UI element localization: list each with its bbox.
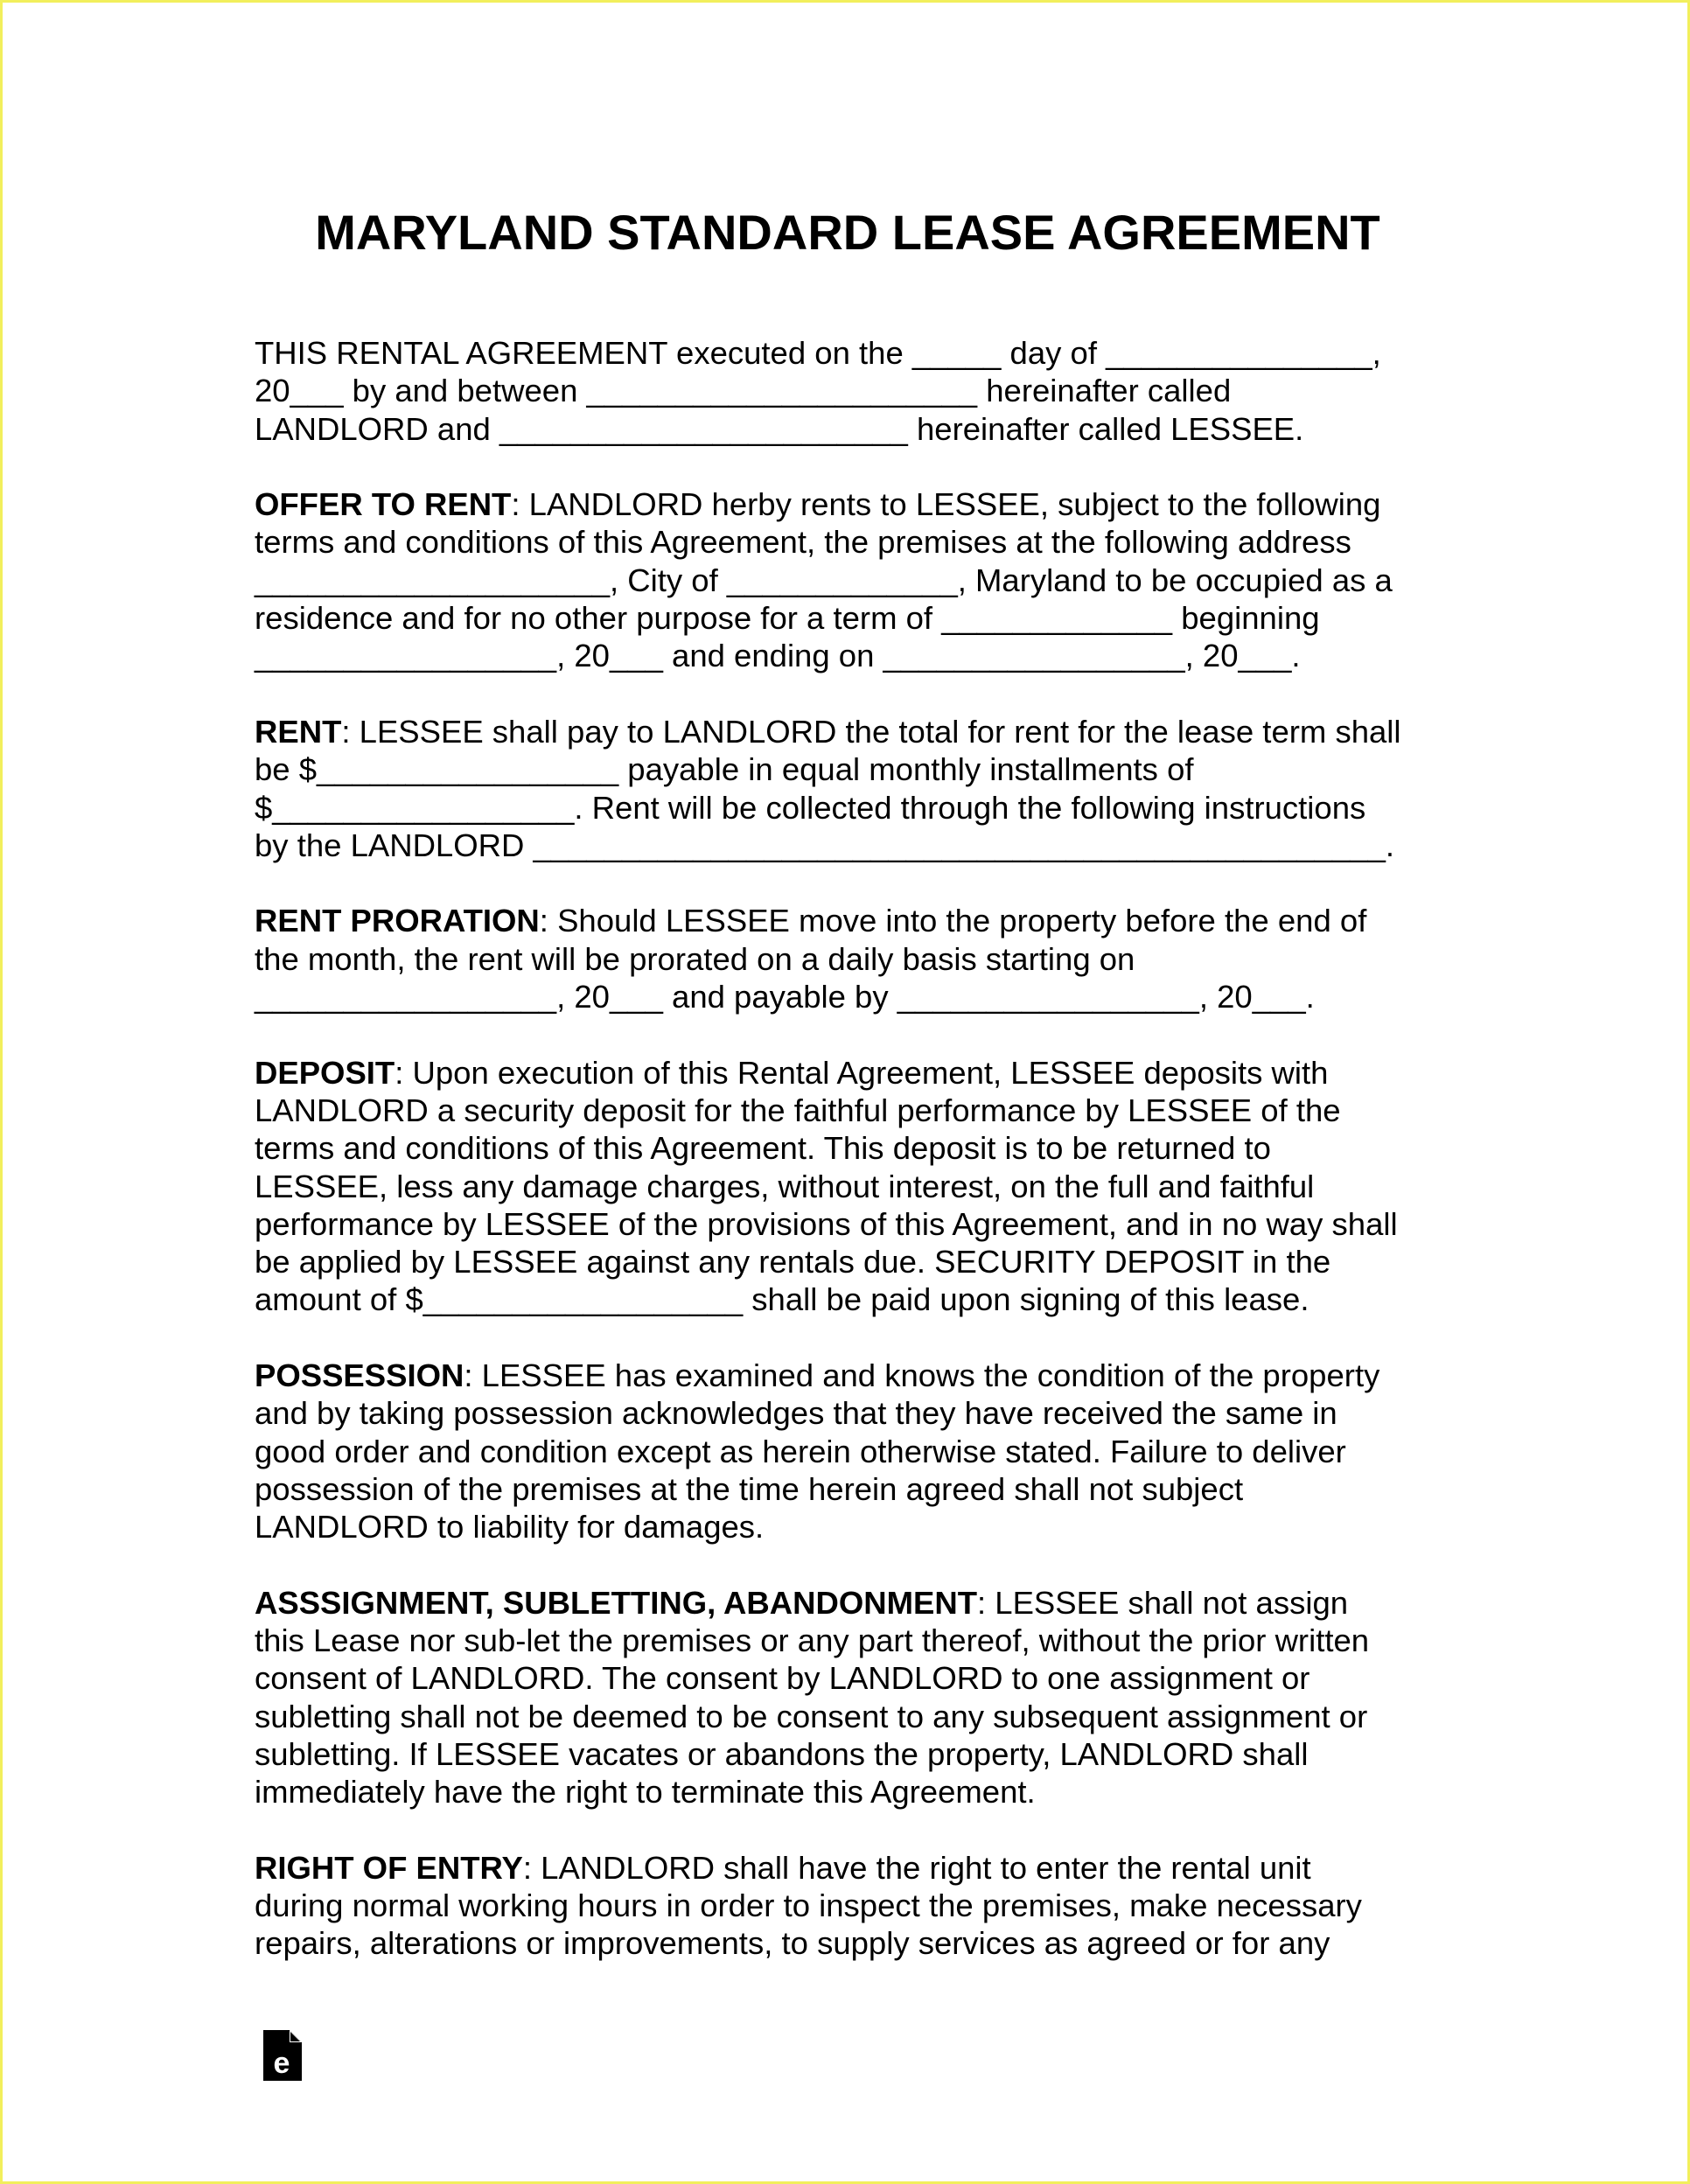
section-text: : LANDLORD herby rents to LESSEE, subject to the following [511, 486, 1381, 523]
section-heading: DEPOSIT [255, 1054, 395, 1091]
section-heading: RIGHT OF ENTRY [255, 1849, 523, 1886]
section-line: by the LANDLORD ________________________________________________. [255, 827, 1395, 863]
section-first-line [255, 1849, 1497, 1887]
section-text: : Should LESSEE move into the property before the end of [539, 903, 1367, 939]
section-rent-proration [255, 902, 1497, 1015]
section-line: LESSEE, less any damage charges, without interest, on the full and faithful [255, 1168, 1315, 1204]
section-deposit [255, 1054, 1497, 1319]
intro-paragraph [255, 334, 1497, 448]
section-first-line [255, 1357, 1497, 1394]
section-line: be applied by LESSEE against any rentals due. SECURITY DEPOSIT in the [255, 1244, 1331, 1280]
document-title: MARYLAND STANDARD LEASE AGREEMENT [315, 205, 1380, 260]
section-line: $_________________. Rent will be collected through the following instructions [255, 789, 1366, 826]
section-line: subletting shall not be deemed to be consent to any subsequent assignment or [255, 1698, 1368, 1734]
section-possession [255, 1357, 1497, 1546]
section-line: be $_________________ payable in equal monthly installments of [255, 751, 1194, 788]
section-line: consent of LANDLORD. The consent by LANDLORD to one assignment or [255, 1660, 1310, 1697]
section-heading: OFFER TO RENT [255, 486, 512, 523]
section-offer-to-rent [255, 485, 1497, 674]
section-line: and by taking possession acknowledges that they have received the same in [255, 1395, 1337, 1432]
intro-line: THIS RENTAL AGREEMENT executed on the _____ day of _______________, [255, 335, 1381, 371]
section-line: good order and condition except as herein otherwise stated. Failure to deliver [255, 1433, 1346, 1469]
section-line: repairs, alterations or improvements, to supply services as agreed or for any [255, 1925, 1330, 1962]
section-first-line [255, 713, 1497, 750]
document-body [255, 334, 1497, 2000]
section-heading: RENT [255, 713, 342, 750]
section-first-line [255, 1054, 1497, 1092]
eforms-document-icon [263, 2030, 302, 2081]
section-line: ____________________, City of _____________, Maryland to be occupied as a [255, 562, 1393, 598]
logo-letter: e [273, 2047, 290, 2080]
section-line: possession of the premises at the time herein agreed shall not subject [255, 1470, 1244, 1507]
section-first-line [255, 902, 1497, 939]
section-first-line [255, 485, 1497, 523]
section-line: performance by LESSEE of the provisions of this Agreement, and in no way shall [255, 1205, 1398, 1242]
section-line: during normal working hours in order to inspect the premises, make necessary [255, 1887, 1362, 1924]
section-rent [255, 713, 1497, 864]
section-line: amount of $__________________ shall be paid upon signing of this lease. [255, 1281, 1309, 1318]
section-heading: ASSSIGNMENT, SUBLETTING, ABANDONMENT [255, 1584, 977, 1621]
section-line: LANDLORD a security deposit for the faithful performance by LESSEE of the [255, 1092, 1341, 1128]
section-text: : LANDLORD shall have the right to enter the rental unit [522, 1849, 1311, 1886]
section-line: the month, the rent will be prorated on a daily basis starting on [255, 940, 1135, 977]
section-line: this Lease nor sub-let the premises or any part thereof, without the prior written [255, 1622, 1370, 1659]
section-line: immediately have the right to terminate this Agreement. [255, 1774, 1036, 1811]
section-text: : LESSEE shall not assign [977, 1584, 1349, 1621]
section-line: _________________, 20___ and ending on _________________, 20___. [255, 638, 1301, 674]
section-heading: RENT PRORATION [255, 903, 540, 939]
intro-line: LANDLORD and _______________________ hereinafter called LESSEE. [255, 410, 1304, 447]
section-heading: POSSESSION [255, 1357, 464, 1394]
section-first-line [255, 1584, 1497, 1622]
section-line: terms and conditions of this Agreement, the premises at the following address [255, 524, 1351, 561]
section-text: : LESSEE has examined and knows the condition of the property [464, 1357, 1380, 1394]
section-text: : LESSEE shall pay to LANDLORD the total for rent for the lease term shall [341, 713, 1401, 750]
section-right-of-entry [255, 1849, 1497, 1963]
section-text: : Upon execution of this Rental Agreement, LESSEE deposits with [395, 1054, 1329, 1091]
section-line: _________________, 20___ and payable by _________________, 20___. [255, 979, 1315, 1015]
section-line: subletting. If LESSEE vacates or abandons the property, LANDLORD shall [255, 1735, 1309, 1772]
section-line: terms and conditions of this Agreement. This deposit is to be returned to [255, 1130, 1271, 1167]
intro-line: 20___ by and between ______________________ hereinafter called [255, 373, 1232, 409]
section-line: residence and for no other purpose for a term of _____________ beginning [255, 600, 1320, 637]
section-assignment [255, 1584, 1497, 1811]
section-line: LANDLORD to liability for damages. [255, 1509, 765, 1546]
